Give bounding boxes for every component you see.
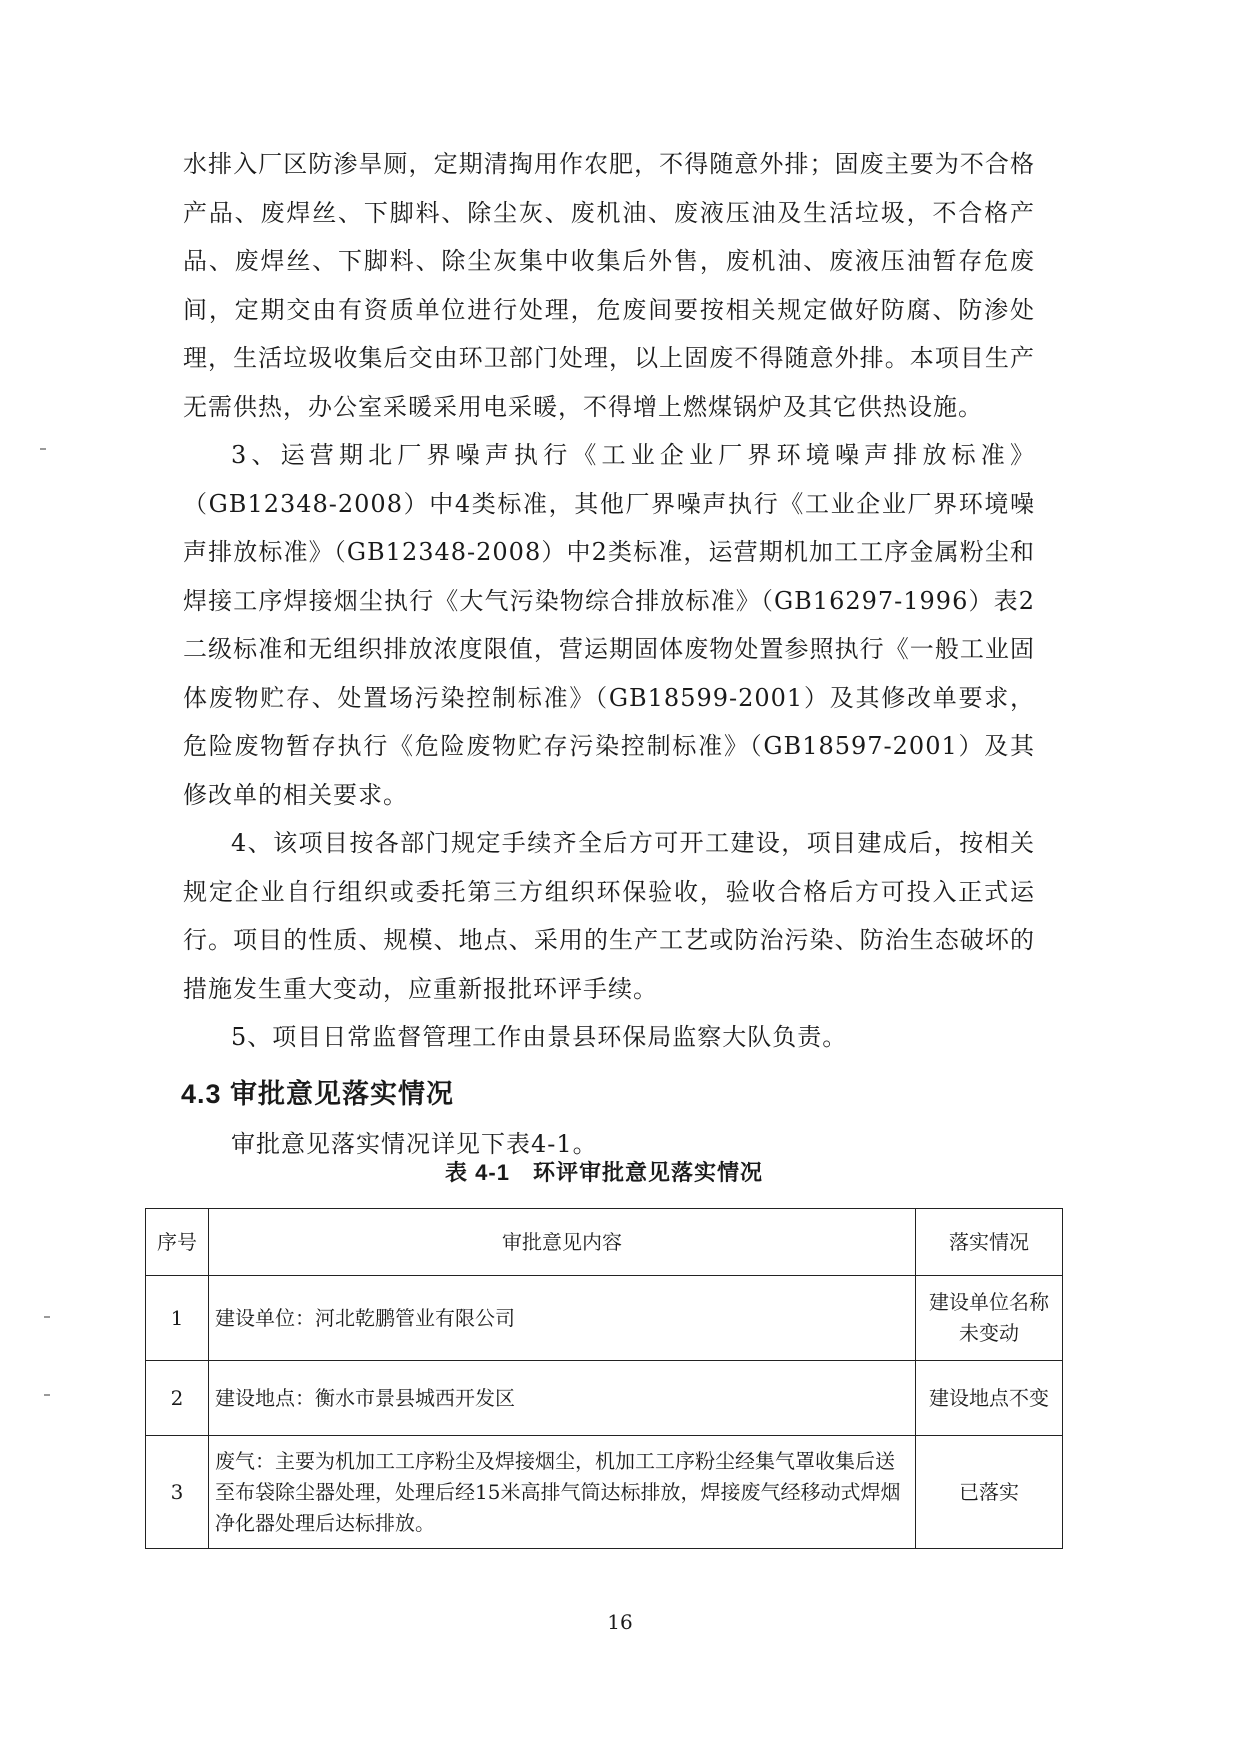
scan-speck [44,1316,50,1318]
table-header-row [146,1209,1063,1276]
row-no: 3 [146,1436,209,1549]
table-caption: 表 4-1 环评审批意见落实情况 [445,1160,763,1185]
row-status: 建设单位名称未变动 [916,1276,1063,1361]
table-row [146,1361,1063,1436]
row-status: 建设地点不变 [916,1361,1063,1436]
row-content: 建设地点：衡水市景县城西开发区 [209,1361,916,1436]
table-row [146,1276,1063,1361]
row-no: 1 [146,1276,209,1361]
section-heading: 4.3 审批意见落实情况 [181,1078,455,1109]
scan-speck [40,448,46,450]
section-intro: 审批意见落实情况详见下表4-1。 [231,1129,598,1158]
paragraph-noise-standards: 3、运营期北厂界噪声执行《工业企业厂界环境噪声排放标准》（GB12348-2008）中4类标准，其他厂界噪声执行《工业企业厂界环境噪声排放标准》（GB12348-2008）中2类标准，运营期机加工工序金属粉尘和焊接工序焊接烟尘执行《大气污染物综合排放标准》（GB16297-1996）表2二级标准和无组织排放浓度限值，营运期固体废物处置参照执行《一般工业固体废物贮存、处置场污染控制标准》（GB18599-2001）及其修改单要求，危险废物暂存执行《危险废物贮存污染控制标准》（GB18597-2001）及其修改单的相关要求。 [183,441,1035,809]
paragraph-supervision: 5、项目日常监督管理工作由景县环保局监察大队负责。 [231,1023,848,1051]
row-content: 废气：主要为机加工工序粉尘及焊接烟尘，机加工工序粉尘经集气罩收集后送至布袋除尘器处理，处理后经15米高排气筒达标排放，焊接废气经移动式焊烟净化器处理后达标排放。 [209,1436,916,1549]
row-no: 2 [146,1361,209,1436]
table-row [146,1436,1063,1549]
header-status: 落实情况 [916,1209,1063,1276]
header-no: 序号 [146,1209,209,1276]
page-number: 16 [607,1610,633,1634]
paragraph-construction-acceptance: 4、该项目按各部门规定手续齐全后方可开工建设，项目建成后，按相关规定企业自行组织或委托第三方组织环保验收，验收合格后方可投入正式运行。项目的性质、规模、地点、采用的生产工艺或防治污染、防治生态破坏的措施发生重大变动，应重新报批环评手续。 [183,829,1035,1003]
paragraph-solid-waste: 水排入厂区防渗旱厕，定期清掏用作农肥，不得随意外排；固废主要为不合格产品、废焊丝、下脚料、除尘灰、废机油、废液压油及生活垃圾，不合格产品、废焊丝、下脚料、除尘灰集中收集后外售，废机油、废液压油暂存危废间，定期交由有资质单位进行处理，危废间要按相关规定做好防腐、防渗处理，生活垃圾收集后交由环卫部门处理，以上固废不得随意外排。本项目生产无需供热，办公室采暖采用电采暖，不得增上燃煤锅炉及其它供热设施。 [183,150,1035,421]
header-content: 审批意见内容 [209,1209,916,1276]
scan-speck [44,1394,50,1396]
approval-table [145,1208,1063,1549]
body-text [183,140,1035,1168]
row-status: 已落实 [916,1436,1063,1549]
row-content: 建设单位：河北乾鹏管业有限公司 [209,1276,916,1361]
